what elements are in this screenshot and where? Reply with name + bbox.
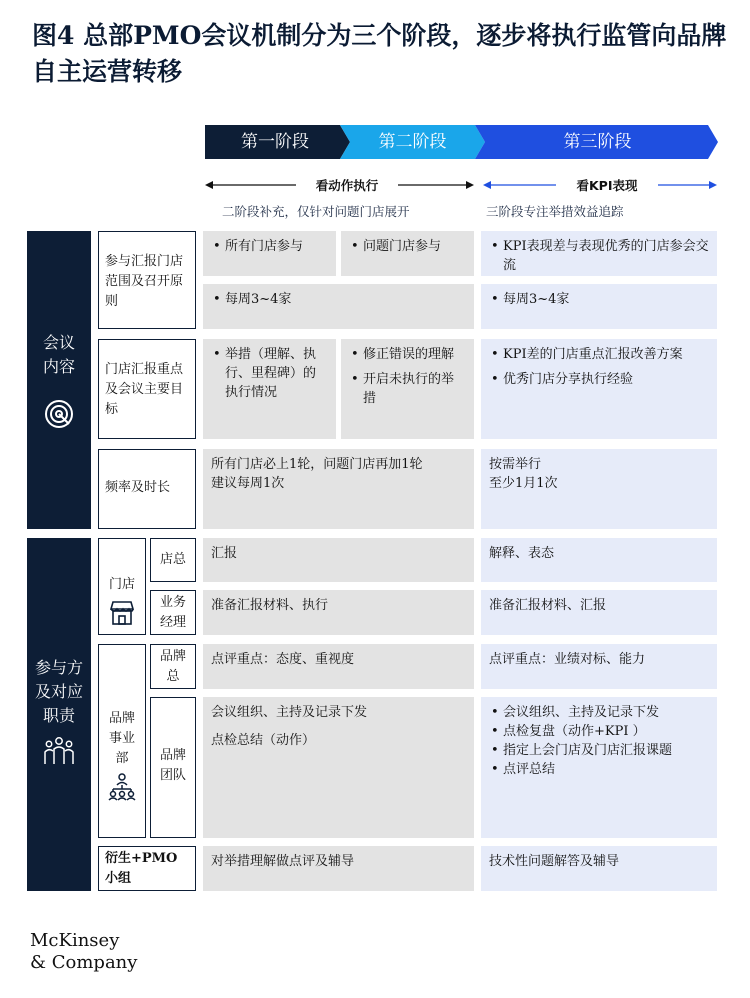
row-label-brand-team: 品牌团队 <box>150 697 196 838</box>
row-label-biz-manager: 业务经理 <box>150 590 196 635</box>
row-label-scope: 参与汇报门店范围及召开原则 <box>98 231 196 329</box>
section-meeting-label: 会议 内容 <box>42 333 75 376</box>
brand-team-3-bullet-4: • 点评总结 <box>503 760 709 779</box>
cell-store-head-3: 解释、表态 <box>481 538 717 582</box>
cell-p1-content <box>203 339 336 439</box>
cell-p3-frequency: 按需举行 至少1月1次 <box>481 449 717 529</box>
phase-3-label: 第三阶段 <box>563 132 632 152</box>
subhead-right: 三阶段专注举措效益追踪 <box>486 204 624 219</box>
section-participants-label: 参与方 及对应 职责 <box>34 658 83 725</box>
arrow-label-left: 看动作执行 <box>296 176 398 194</box>
figure-title: 图4 总部PMO会议机制分为三个阶段，逐步将执行监管向品牌自主运营转移 <box>32 21 727 86</box>
p1-scope-bullet: • 所有门店参与 <box>225 237 328 256</box>
section-meeting-content <box>27 231 91 529</box>
group-label-brand-division <box>98 644 146 838</box>
cell-brand-team-3 <box>481 697 717 838</box>
phase-2-label: 第二阶段 <box>378 132 447 152</box>
cell-p3-content <box>481 339 717 439</box>
p3-content-bullet-2: • 优秀门店分享执行经验 <box>503 370 709 389</box>
store-icon <box>108 599 136 627</box>
cell-p2-content <box>341 339 474 439</box>
p2-scope-bullet: • 问题门店参与 <box>363 237 466 256</box>
brand-team-12-line-2: 点检总结（动作） <box>211 733 316 748</box>
row-label-derived-pmo: 衍生+PMO小组 <box>98 846 196 891</box>
p12-count-bullet: • 每周3~4家 <box>225 290 466 309</box>
p2-content-bullet-1: • 修正错误的理解 <box>363 345 466 364</box>
row-label-store-head: 店总 <box>150 538 196 582</box>
cell-p1-scope <box>203 231 336 276</box>
cell-p2-scope <box>341 231 474 276</box>
cell-brand-head-3: 点评重点：业绩对标、能力 <box>481 644 717 689</box>
phase-chevrons <box>0 0 750 200</box>
p1-content-bullet: • 举措（理解、执行、里程碑）的执行情况 <box>225 345 328 402</box>
store-label: 门店 <box>108 577 135 592</box>
row-label-content: 门店汇报重点及会议主要目标 <box>98 339 196 439</box>
cell-derived-3: 技术性问题解答及辅导 <box>481 846 717 891</box>
row-label-brand-head: 品牌总 <box>150 644 196 689</box>
cell-p12-count <box>203 284 474 329</box>
people-icon <box>43 736 75 766</box>
brand-team-3-bullet-1: • 会议组织、主持及记录下发 <box>503 703 709 722</box>
group-label-store <box>98 538 146 635</box>
cell-p3-count <box>481 284 717 329</box>
cell-brand-team-12 <box>203 697 474 838</box>
logo-line-1: McKinsey <box>30 930 120 951</box>
cell-biz-mgr-3: 准备汇报材料、汇报 <box>481 590 717 635</box>
arrow-label-right: 看KPI表现 <box>556 176 658 194</box>
cell-store-head-12: 汇报 <box>203 538 474 582</box>
cell-p12-frequency: 所有门店必上1轮，问题门店再加1轮 建议每周1次 <box>203 449 474 529</box>
org-chart-icon <box>108 773 136 801</box>
subhead-left: 二阶段补充，仅针对问题门店展开 <box>222 204 410 219</box>
p3-count-bullet: • 每周3~4家 <box>503 290 709 309</box>
brand-team-12-line-1: 会议组织、主持及记录下发 <box>211 705 368 720</box>
cell-p3-scope <box>481 231 717 276</box>
brand-team-3-bullet-2: • 点检复盘（动作+KPI ） <box>503 722 709 741</box>
phase-1-label: 第一阶段 <box>241 132 309 152</box>
cell-biz-mgr-12: 准备汇报材料、执行 <box>203 590 474 635</box>
brand-division-label: 品牌事业部 <box>108 711 135 766</box>
target-icon <box>44 399 74 429</box>
section-participants <box>27 538 91 891</box>
logo-line-2: & Company <box>30 952 138 973</box>
p3-content-bullet-1: • KPI差的门店重点汇报改善方案 <box>503 345 709 364</box>
mckinsey-logo <box>30 930 137 974</box>
cell-derived-12: 对举措理解做点评及辅导 <box>203 846 474 891</box>
p2-content-bullet-2: • 开启未执行的举措 <box>363 370 466 408</box>
row-label-frequency: 频率及时长 <box>98 449 196 529</box>
brand-team-3-bullet-3: • 指定上会门店及门店汇报课题 <box>503 741 709 760</box>
cell-brand-head-12: 点评重点：态度、重视度 <box>203 644 474 689</box>
p3-scope-bullet: • KPI表现差与表现优秀的门店参会交流 <box>503 237 709 275</box>
